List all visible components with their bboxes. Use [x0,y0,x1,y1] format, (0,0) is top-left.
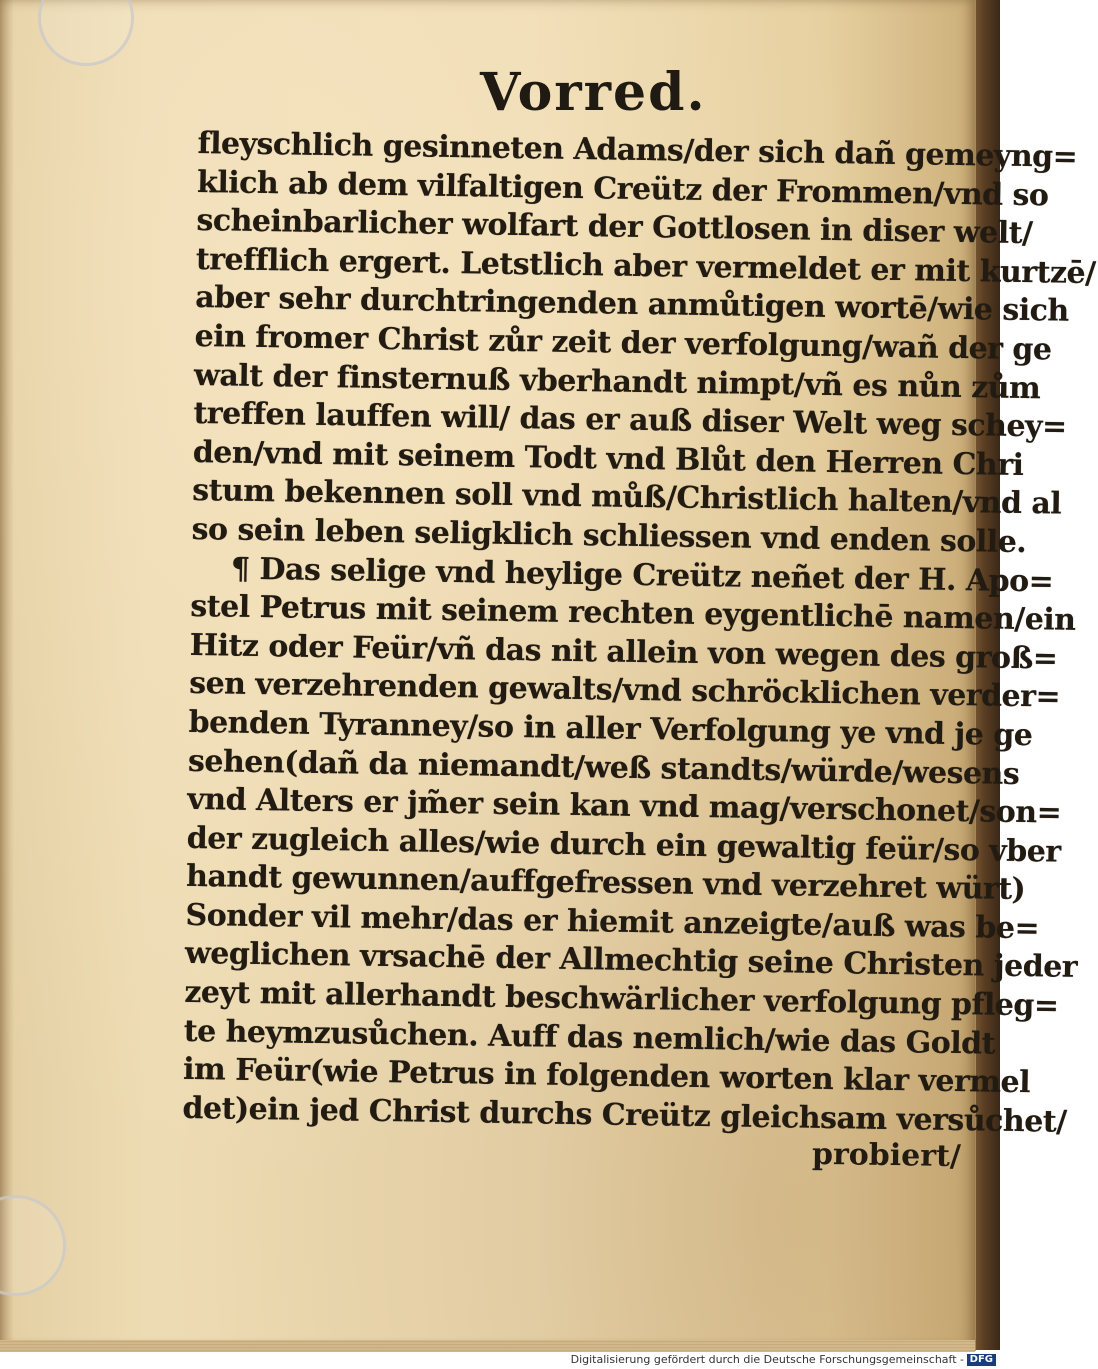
page-gutter-shadow [0,0,14,1350]
text-line: weglichen vrsachē der Allmechtig seine Christen jeder [184,936,1078,986]
text-line: handt gewunnen/auffgefressen vnd verzehret würt) [185,859,1026,908]
text-line: det)ein jed Christ durchs Creütz gleichsam versůchet/ [182,1090,1067,1140]
text-line: der zugleich alles/wie durch ein gewaltig feür/so vber [186,820,1061,870]
dfg-logo: DFG [967,1354,996,1366]
text-line: sen verzehrenden gewalts/vnd schröcklichen verder= [188,666,1061,715]
text-line: scheinbarlicher wolfart der Gottlosen in diser welt/ [196,203,1033,252]
text-line: Hitz oder Feür/vñ das nit allein von wegen des groß= [189,627,1058,677]
text-line: fleyschlich gesinneten Adams/der sich dañ gemeyng= [197,125,1078,175]
page-clip-bottom [0,1195,66,1296]
text-line: treffen lauffen will/ das er auß diser Welt weg schey= [193,396,1067,445]
paragraph-start-line: ¶ Das selige vnd heylige Creütz neñet der H. Apo= [230,551,1054,600]
text-line: trefflich ergert. Letstlich aber vermeldet er mit kurtzē/ [195,241,1096,291]
text-line: Sonder vil mehr/das er hiemit anzeigte/auß was be= [185,897,1040,947]
running-head: Vorred. [480,62,707,123]
text-line: aber sehr durchtringenden anmůtigen wortē/wie sich [195,280,1070,330]
text-line: walt der finsternuß vberhandt nimpt/vñ es nůn zům [193,357,1041,406]
text-line: stel Petrus mit seinem rechten eygentlichē namen/ein [190,589,1076,638]
text-line: vnd Alters er jm̃er sein kan vnd mag/verschonet/son= [187,782,1062,831]
text-line: im Feür(wie Petrus in folgenden worten klar vermel [182,1052,1031,1101]
text-line: te heymzusůchen. Auff das nemlich/wie das Goldt [183,1013,996,1062]
text-line: benden Tyranney/so in aller Verfolgung ye vnd je ge [188,704,1033,754]
text-line: zeyt mit allerhandt beschwärlicher verfolgung pfleg= [184,974,1059,1024]
text-line: klich ab dem vilfaltigen Creütz der Frommen/vnd so [196,164,1049,213]
catchword: probiert/ [811,1136,962,1175]
text-line: so sein leben seligklich schliessen vnd enden solle. [191,511,1027,560]
page-clip-top [38,0,134,66]
body-text [182,125,1096,1140]
text-line: sehen(dañ da niemandt/weß standts/würde/wesens [187,743,1020,792]
funding-credit: Digitalisierung gefördert durch die Deutsche Forschungsgemeinschaft - [570,1353,964,1366]
text-line: stum bekennen soll vnd můß/Christlich halten/vnd al [191,473,1062,522]
text-line: ein fromer Christ zůr zeit der verfolgung/wañ der ge [194,318,1052,368]
text-line: den/vnd mit seinem Todt vnd Blůt den Herren Chri [192,434,1024,483]
